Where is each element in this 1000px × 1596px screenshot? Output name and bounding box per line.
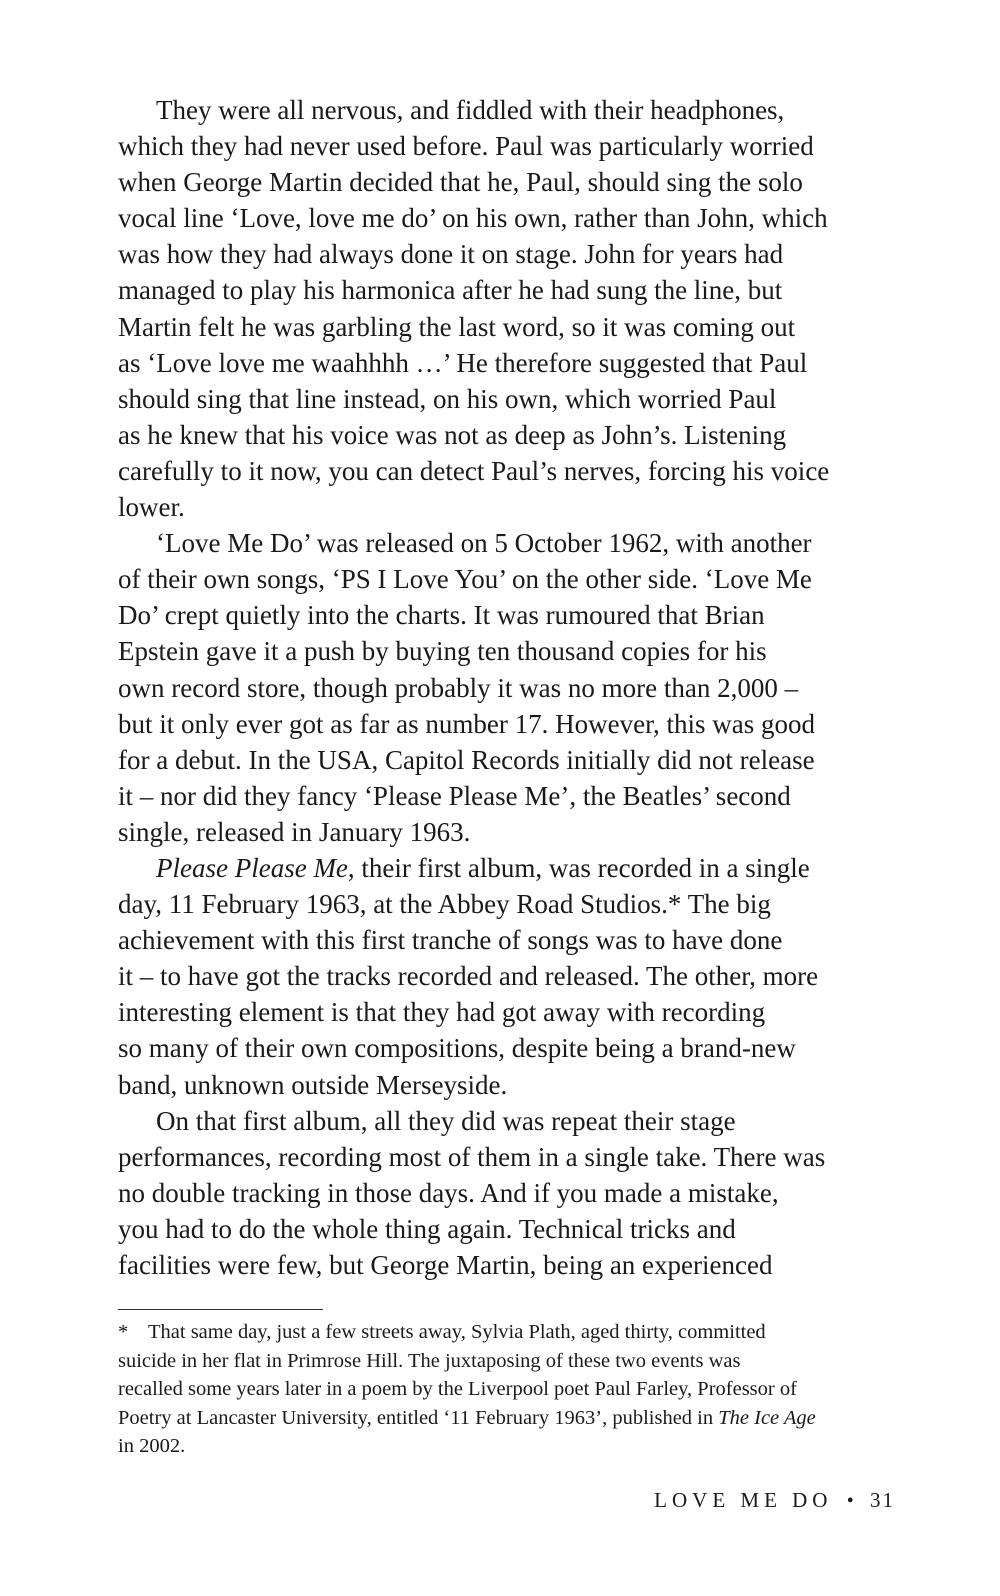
footnote-line	[118, 1318, 896, 1347]
text-line: carefully to it now, you can detect Paul’s nerves, forcing his voice	[118, 455, 830, 486]
text-line: it – nor did they fancy ‘Please Please Me’, the Beatles’ second	[118, 780, 791, 811]
text-line: ‘Love Me Do’ was released on 5 October 1962, with another	[156, 528, 812, 559]
text-line: On that first album, all they did was repeat their stage	[156, 1105, 736, 1136]
text-line: you had to do the whole thing again. Technical tricks and	[118, 1213, 736, 1244]
text-line: interesting element is that they had got away with recording	[118, 997, 766, 1028]
text-line: vocal line ‘Love, love me do’ on his own, rather than John, which	[118, 203, 828, 234]
text-line: of their own songs, ‘PS I Love You’ on the other side. ‘Love Me	[118, 564, 812, 595]
text-line: so many of their own compositions, despite being a brand-new	[118, 1033, 796, 1064]
album-title: Please Please Me	[156, 852, 348, 883]
text-line: lower.	[118, 492, 185, 523]
text-line: achievement with this first tranche of songs was to have done	[118, 925, 783, 956]
footnote	[118, 1318, 896, 1461]
paragraph-4	[118, 1103, 896, 1283]
text-line: it – to have got the tracks recorded and released. The other, more	[118, 961, 819, 992]
text-line: when George Martin decided that he, Paul, should sing the solo	[118, 167, 803, 198]
bullet-separator: •	[846, 1490, 854, 1512]
text-line: Do’ crept quietly into the charts. It was rumoured that Brian	[118, 600, 765, 631]
text-line: Martin felt he was garbling the last word, so it was coming out	[118, 311, 796, 342]
page-number: 31	[870, 1488, 895, 1512]
paragraph-1	[118, 92, 896, 525]
text-fragment: Poetry at Lancaster University, entitled ‘11 February 1963’, published in	[118, 1406, 719, 1429]
text-line: which they had never used before. Paul was particularly worried	[118, 131, 814, 162]
footnote-line: recalled some years later in a poem by the Liverpool poet Paul Farley, Professor of	[118, 1378, 797, 1400]
text-line: performances, recording most of them in a single take. There was	[118, 1141, 826, 1172]
footnote-line	[118, 1404, 896, 1433]
running-footer	[560, 1488, 895, 1513]
text-fragment: That same day, just a few streets away, Sylvia Plath, aged thirty, committed	[148, 1321, 766, 1343]
text-line: was how they had always done it on stage. John for years had	[118, 239, 784, 270]
text-line: own record store, though probably it was no more than 2,000 –	[118, 672, 799, 703]
text-line: as he knew that his voice was not as deep as John’s. Listening	[118, 419, 787, 450]
text-line: for a debut. In the USA, Capitol Records initially did not release	[118, 744, 815, 775]
chapter-title: LOVE ME DO	[654, 1488, 833, 1512]
text-line: band, unknown outside Merseyside.	[118, 1069, 508, 1100]
body-text	[118, 92, 896, 1283]
text-line: should sing that line instead, on his own, which worried Paul	[118, 383, 777, 414]
text-line: as ‘Love love me waahhhh …’ He therefore suggested that Paul	[118, 347, 808, 378]
paragraph-3	[118, 850, 896, 1103]
text-line: but it only ever got as far as number 17. However, this was good	[118, 708, 816, 739]
text-line: facilities were few, but George Martin, being an experienced	[118, 1250, 773, 1280]
text-line: Epstein gave it a push by buying ten thousand copies for his	[118, 636, 767, 667]
text-line	[118, 850, 896, 886]
footnote-mark: *	[118, 1321, 129, 1343]
footnote-line: suicide in her flat in Primrose Hill. The juxtaposing of these two events was	[118, 1349, 741, 1372]
text-line: managed to play his harmonica after he had sung the line, but	[118, 275, 783, 306]
footnote-line: in 2002.	[118, 1435, 186, 1457]
paragraph-2	[118, 525, 896, 850]
text-fragment: , their first album, was recorded in a single	[347, 852, 810, 883]
text-line: single, released in January 1963.	[118, 816, 471, 847]
text-line: no double tracking in those days. And if you made a mistake,	[118, 1177, 779, 1208]
text-line: day, 11 February 1963, at the Abbey Road Studios.* The big	[118, 889, 771, 920]
footnote-divider	[118, 1309, 323, 1310]
poem-collection-title: The Ice Age	[718, 1406, 816, 1429]
text-line: They were all nervous, and fiddled with their headphones,	[156, 95, 785, 125]
